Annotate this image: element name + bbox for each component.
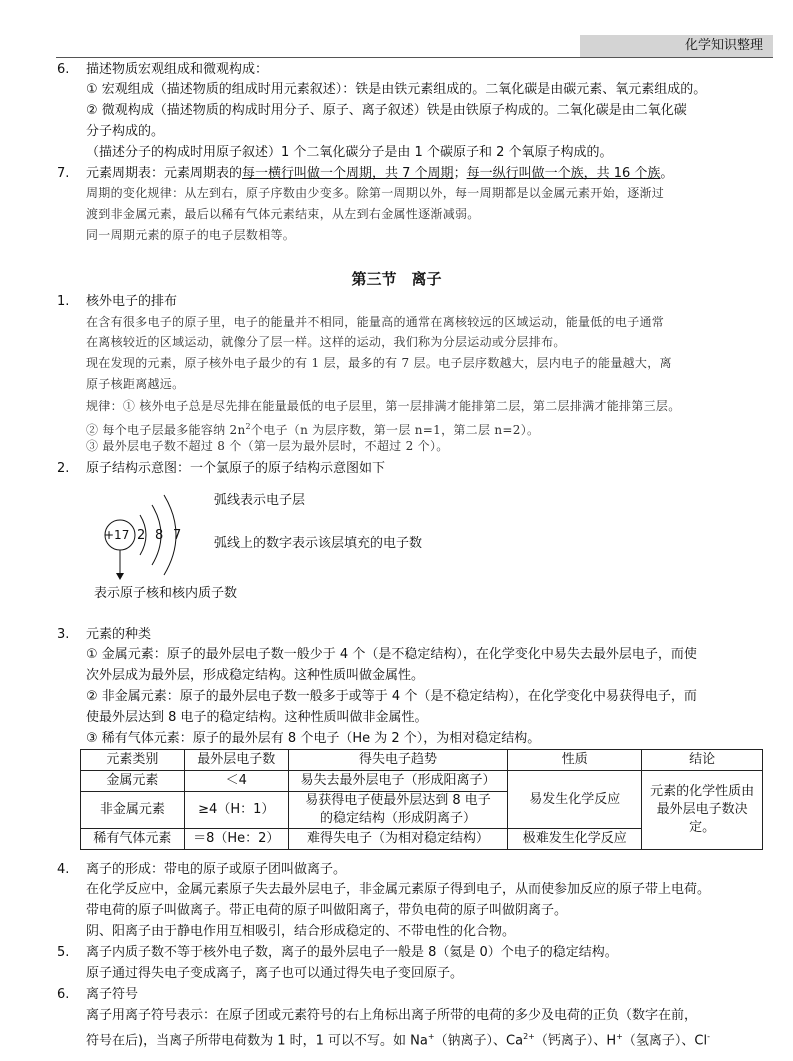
superscript: - xyxy=(707,1032,710,1041)
cell-line: 的稳定结构（形成阴离子） xyxy=(320,811,477,826)
table-cell: 易发生化学反应 xyxy=(508,771,642,829)
item-number: 5. xyxy=(57,945,70,960)
underlined-text: 每一纵行叫做一个族，共 16 个族 xyxy=(466,166,661,181)
item-number: 3. xyxy=(57,627,70,642)
item-title: 原子结构示意图：一个氯原子的原子结构示意图如下 xyxy=(86,461,386,476)
conclusion-line: 元素的化学性质由 xyxy=(650,784,755,799)
text-line: ② 微观构成（描述物质的构成时用分子、原子、离子叙述）铁是由铁原子构成的。二氧化碳是由二氧化碳 xyxy=(86,103,687,118)
item-number: 6. xyxy=(57,987,70,1002)
table-header: 性质 xyxy=(508,750,642,771)
table-cell: ＜4 xyxy=(184,771,288,792)
section-title: 第三节 离子 xyxy=(351,270,442,288)
conclusion-line: 定。 xyxy=(689,820,716,835)
superscript: 2 xyxy=(245,422,251,431)
table-cell: 非金属元素 xyxy=(81,792,185,829)
text-span: （钙离子）、H xyxy=(534,1033,617,1049)
text-line: 次外层成为最外层，形成稳定结构。这种性质叫做金属性。 xyxy=(86,668,425,683)
item-number: 1. xyxy=(57,294,70,309)
handwritten-line: 在含有很多电子的原子里，电子的能量并不相同，能量高的通常在离核较远的区域运动，能量低的电子通常 xyxy=(86,315,665,329)
handwritten-line: ③ 最外层电子数不超过 8 个（第一层为最外层时，不超过 2 个）。 xyxy=(86,439,449,453)
diagram-label: 弧线上的数字表示该层填充的电子数 xyxy=(214,536,423,551)
arrow-head-icon xyxy=(116,573,124,580)
electron-count: 7 xyxy=(173,528,182,543)
item-title: 离子符号 xyxy=(86,987,139,1002)
item-number: 2. xyxy=(57,461,70,476)
text-span: 个电子（n 为层序数，第一层 n=1，第二层 n=2）。 xyxy=(250,423,540,437)
table-cell: 极难发生化学反应 xyxy=(508,829,642,850)
item-number: 4. xyxy=(57,862,70,877)
handwritten-line: 渡到非金属元素，最后以稀有气体元素结束，从左到右金属性逐渐减弱。 xyxy=(86,207,480,221)
table-cell: 金属元素 xyxy=(81,771,185,792)
text-span: 。 xyxy=(660,166,674,181)
text-span: ； xyxy=(453,166,467,181)
text-line: 原子通过得失电子变成离子，离子也可以通过得失电子变回原子。 xyxy=(86,966,464,981)
periodic-table-line xyxy=(86,164,673,183)
text-line xyxy=(86,1027,710,1050)
conclusion-cell xyxy=(642,771,763,850)
table-cell: 稀有气体元素 xyxy=(81,829,185,850)
text-line: 离子内质子数不等于核外电子数，离子的最外层电子一般是 8（氦是 0）个电子的稳定结构。 xyxy=(86,945,618,960)
handwritten-line: 现在发现的元素，原子核外电子最少的有 1 层，最多的有 7 层。电子层序数越大，层内电子的能量越大，离 xyxy=(86,356,672,370)
table-cell: 易失去最外层电子（形成阳离子） xyxy=(288,771,508,792)
handwritten-line: 原子核距离越远。 xyxy=(86,377,185,391)
table-header-row xyxy=(81,750,763,771)
electron-count: 2 xyxy=(137,528,146,543)
table-header: 结论 xyxy=(642,750,763,771)
item-number: 7. xyxy=(57,166,70,181)
text-span: （钠离子）、Ca xyxy=(434,1033,524,1049)
text-line: （描述分子的构成时用原子叙述）1 个二氧化碳分子是由 1 个碳原子和 2 个氧原子构成的。 xyxy=(86,145,613,160)
superscript: + xyxy=(616,1032,623,1041)
text-span: 元素周期表：元素周期表的 xyxy=(86,166,243,181)
element-table xyxy=(80,749,763,850)
text-line: ② 非金属元素：原子的最外层电子数一般多于或等于 4 个（是不稳定结构），在化学变化中易获得电子，而 xyxy=(86,689,697,704)
text-line: 阴、阳离子由于静电作用互相吸引，结合形成稳定的、不带电性的化合物。 xyxy=(86,924,516,939)
item-title: 离子的形成：带电的原子或原子团叫做离子。 xyxy=(86,862,347,877)
cell-line: 易获得电子使最外层达到 8 电子 xyxy=(305,793,491,808)
text-span: 符号在后)，当离子所带电荷数为 1 时，1 可以不写。如 Na xyxy=(86,1033,428,1049)
item-title: 核外电子的排布 xyxy=(86,294,178,309)
text-line: ③ 稀有气体元素：原子的最外层有 8 个电子（He 为 2 个），为相对稳定结构。 xyxy=(86,731,541,746)
text-line: 分子构成的。 xyxy=(86,124,165,139)
table-row xyxy=(81,771,763,792)
conclusion-line: 最外层电子数决 xyxy=(656,802,748,817)
text-span: ② 每个电子层最多能容纳 2n xyxy=(86,423,246,437)
handwritten-line: 周期的变化规律：从左到右，原子序数由少变多。除第一周期以外，每一周期都是以金属元素开始，逐渐过 xyxy=(86,186,665,200)
header-tab xyxy=(580,35,773,57)
handwritten-line: 规律：① 核外电子总是尽先排在能量最低的电子层里，第一层排满才能排第二层，第二层排满才能排第三层。 xyxy=(86,399,681,413)
table-header: 得失电子趋势 xyxy=(288,750,508,771)
text-line: ① 宏观组成（描述物质的组成时用元素叙述）：铁是由铁元素组成的。二氧化碳是由碳元素、氧元素组成的。 xyxy=(86,82,707,97)
item-title: 元素的种类 xyxy=(86,627,152,642)
text-line: 离子用离子符号表示：在原子团或元素符号的右上角标出离子所带的电荷的多少及电荷的正负（数字在前， xyxy=(86,1008,698,1023)
handwritten-line: 在离核较近的区域运动，就像分了层一样。这样的运动，我们称为分层运动或分层排布。 xyxy=(86,335,566,349)
item-title: 描述物质宏观组成和微观构成： xyxy=(86,62,269,77)
text-line: 使最外层达到 8 电子的稳定结构。这种性质叫做非金属性。 xyxy=(86,710,428,725)
table-cell xyxy=(288,792,508,829)
text-line: ① 金属元素：原子的最外层电子数一般少于 4 个（是不稳定结构），在化学变化中易失去最外层电子，而使 xyxy=(86,647,697,662)
electron-count: 8 xyxy=(155,528,164,543)
text-line: 在化学反应中，金属元素原子失去最外层电子，非金属元素原子得到电子，从而使参加反应的原子带上电荷。 xyxy=(86,882,711,897)
handwritten-line: 同一周期元素的原子的电子层数相等。 xyxy=(86,228,296,242)
text-line: 带电荷的原子叫做离子。带正电荷的原子叫做阳离子，带负电荷的原子叫做阴离子。 xyxy=(86,903,568,918)
diagram-label: 弧线表示电子层 xyxy=(214,493,306,508)
header-title: 化学知识整理 xyxy=(684,38,763,53)
table-cell: ＝8（He：2） xyxy=(184,829,288,850)
superscript: 2+ xyxy=(523,1032,535,1041)
superscript: + xyxy=(427,1032,435,1041)
table-cell: ≥4（H：1） xyxy=(184,792,288,829)
header-divider xyxy=(56,57,773,58)
diagram-label: 表示原子核和核内质子数 xyxy=(94,586,238,601)
item-number: 6. xyxy=(57,62,70,77)
underlined-text: 每一横行叫做一个周期，共 7 个周期 xyxy=(242,166,454,181)
table-cell: 难得失电子（为相对稳定结构） xyxy=(288,829,508,850)
nucleus-label: +17 xyxy=(104,528,130,542)
table-header: 元素类别 xyxy=(81,750,185,771)
text-span: （氢离子）、Cl xyxy=(622,1033,708,1049)
table-header: 最外层电子数 xyxy=(184,750,288,771)
